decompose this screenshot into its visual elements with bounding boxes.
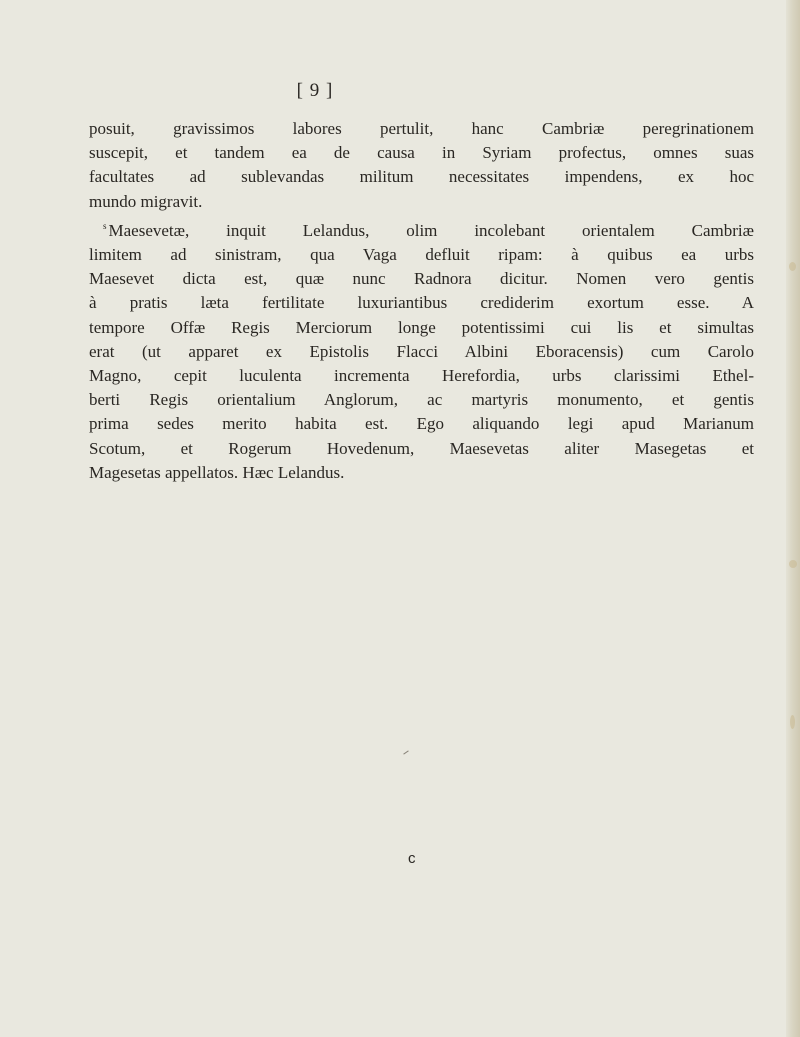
text-line: prima sedes merito habita est. Ego aliquando legi apud Marianum — [89, 414, 754, 434]
text-line: berti Regis orientalium Anglorum, ac martyris monumento, et gentis — [89, 390, 754, 410]
text-line: suscepit, et tandem ea de causa in Syriam profectus, omnes suas — [89, 143, 754, 163]
text-line: tempore Offæ Regis Merciorum longe potentissimi cui lis et simultas — [89, 317, 754, 337]
text-line: Magesetas appellatos. Hæc Lelandus. — [89, 462, 345, 482]
page-edge — [786, 0, 800, 1037]
page-number: [ 9 ] — [296, 80, 334, 101]
text-line: à pratis læta fertilitate luxuriantibus crediderim exortum esse. A — [89, 293, 754, 313]
text-line — [89, 214, 754, 243]
text-line: facultates ad sublevandas militum necessitates impendens, ex hoc — [89, 167, 754, 187]
text-line: limitem ad sinistram, qua Vaga defluit ripam: à quibus ea urbs — [89, 245, 754, 265]
text-line: Magno, cepit luculenta incrementa Herefordia, urbs clarissimi Ethel- — [89, 366, 754, 386]
text-line: posuit, gravissimos labores pertulit, hanc Cambriæ peregrinationem — [89, 119, 754, 138]
text-line: Scotum, et Rogerum Hovedenum, Maesevetas aliter Masegetas et — [89, 438, 754, 458]
text-line-content: Maesevetæ, inquit Lelandus, olim incolebant orientalem Cambriæ — [108, 220, 754, 240]
footnote-mark: s — [103, 220, 107, 231]
text-line: Maesevet dicta est, quæ nunc Radnora dicitur. Nomen vero gentis — [89, 269, 754, 289]
text-line: erat (ut apparet ex Epistolis Flacci Albini Eboracensis) cum Carolo — [89, 341, 754, 361]
foxing-spot — [790, 715, 795, 729]
paragraph-2 — [89, 214, 754, 485]
paragraph-1 — [89, 117, 754, 214]
foxing-spot — [789, 560, 797, 568]
signature-mark: c — [408, 850, 416, 867]
text-line: mundo migravit. — [89, 191, 203, 211]
ink-speck — [403, 750, 408, 754]
body-text — [89, 117, 754, 485]
foxing-spot — [789, 262, 796, 271]
